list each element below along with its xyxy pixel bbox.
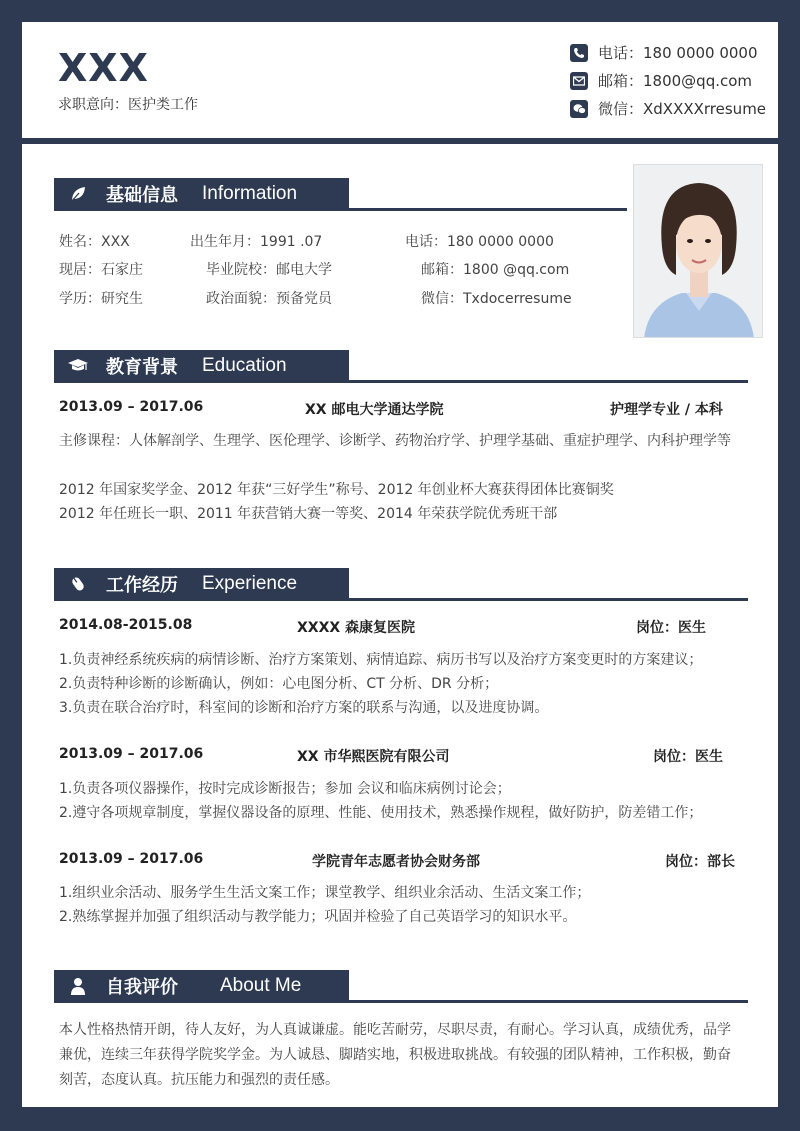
- job-role: 岗位：医生: [653, 749, 723, 765]
- job-item: 1.负责神经系统疾病的病情诊断、治疗方案策划、病情追踪、病历书写以及治疗方案变更时的方案建议；: [59, 652, 703, 668]
- section-title-cn: 基础信息: [106, 185, 178, 206]
- profile-photo: [633, 164, 763, 338]
- job-date: 2014.08-2015.08: [59, 617, 193, 633]
- section-title-en: Education: [202, 355, 287, 376]
- section-header-education: [54, 350, 349, 382]
- job-date: 2013.09 – 2017.06: [59, 851, 204, 867]
- contact-phone-text: 电话：180 0000 0000: [598, 44, 758, 62]
- wechat-icon: [570, 100, 588, 118]
- info-wechat: 微信：Txdocerresume: [421, 291, 572, 307]
- edu-major: 护理学专业 / 本科: [610, 402, 723, 418]
- section-header-information: [54, 178, 349, 210]
- job-item: 2.负责特种诊断的诊断确认，例如：心电图分析、CT 分析、DR 分析；: [59, 676, 499, 692]
- section-divider: [54, 598, 748, 601]
- job-date: 2013.09 – 2017.06: [59, 746, 204, 762]
- contact-wechat: [570, 98, 766, 119]
- graduation-cap-icon: [68, 356, 88, 376]
- info-phone: 电话：180 0000 0000: [405, 234, 554, 250]
- edu-school: XX 邮电大学通达学院: [305, 402, 444, 418]
- info-degree: 学历：研究生: [59, 291, 143, 307]
- mail-icon: [570, 72, 588, 90]
- section-title-en: About Me: [220, 975, 302, 996]
- edu-award-line: 2012 年国家奖学金、2012 年获“三好学生”称号、2012 年创业杯大赛获得团体比赛铜奖: [59, 482, 614, 498]
- section-title-en: Information: [202, 183, 298, 204]
- contact-mail: [570, 70, 752, 91]
- info-political: 政治面貌：预备党员: [206, 291, 332, 307]
- info-school: 毕业院校：邮电大学: [206, 262, 332, 278]
- section-title-cn: 教育背景: [106, 357, 178, 378]
- edu-award-line: 2012 年任班长一职、2011 年获营销大赛一等奖、2014 年荣获学院优秀班干部: [59, 506, 558, 522]
- contact-phone: [570, 42, 758, 63]
- section-divider: [54, 208, 627, 211]
- job-intent: 求职意向：医护类工作: [58, 97, 198, 113]
- section-header-experience: [54, 568, 349, 600]
- job-item: 2.熟练掌握并加强了组织活动与教学能力；巩固并检验了自己英语学习的知识水平。: [59, 909, 577, 925]
- info-birth: 出生年月：1991 .07: [190, 234, 323, 250]
- job-role: 岗位：部长: [665, 854, 735, 870]
- contact-mail-text: 邮箱：1800@qq.com: [598, 72, 753, 90]
- job-item: 1.组织业余活动、服务学生生活文案工作；课堂教学、组织业余活动、生活文案工作；: [59, 885, 591, 901]
- info-email: 邮箱：1800 @qq.com: [421, 262, 570, 278]
- person-icon: [68, 976, 88, 996]
- job-org: XX 市华熙医院有限公司: [297, 749, 450, 765]
- contact-wechat-text: 微信：XdXXXXrresume: [598, 100, 767, 118]
- job-org: 学院青年志愿者协会财务部: [312, 854, 480, 870]
- info-name: 姓名：XXX: [59, 234, 130, 250]
- mouse-icon: [68, 574, 88, 594]
- about-line: 兼优，连续三年获得学院奖学金。为人诚恳、脚踏实地，积极进取挑战。有较强的团队精神，工作积极，勤奋: [59, 1047, 731, 1063]
- section-divider: [54, 1000, 748, 1003]
- job-org: XXXX 森康复医院: [297, 620, 416, 636]
- section-title-cn: 自我评价: [106, 977, 178, 998]
- section-title-cn: 工作经历: [106, 575, 178, 596]
- phone-icon: [570, 44, 588, 62]
- resume-sheet: [22, 144, 778, 1107]
- job-role: 岗位：医生: [636, 620, 706, 636]
- leaf-icon: [68, 184, 88, 204]
- section-divider: [54, 380, 748, 383]
- about-line: 本人性格热情开朗，待人友好，为人真诚谦虚。能吃苦耐劳，尽职尽责，有耐心。学习认真，成绩优秀，品学: [59, 1022, 731, 1038]
- candidate-name: XXX: [58, 46, 149, 90]
- info-location: 现居：石家庄: [59, 262, 143, 278]
- job-item: 2.遵守各项规章制度，掌握仪器设备的原理、性能、使用技术，熟悉操作规程，做好防护，防差错工作；: [59, 805, 703, 821]
- about-line: 刻苦，态度认真。抗压能力和强烈的责任感。: [59, 1072, 339, 1088]
- section-header-about: [54, 970, 349, 1002]
- section-title-en: Experience: [202, 573, 298, 594]
- job-item: 3.负责在联合治疗时，科室间的诊断和治疗方案的联系与沟通，以及进度协调。: [59, 700, 549, 716]
- edu-date: 2013.09 – 2017.06: [59, 399, 204, 415]
- header-card: [22, 22, 778, 138]
- edu-courses: 主修课程：人体解剖学、生理学、医伦理学、诊断学、药物治疗学、护理学基础、重症护理学、内科护理学等: [59, 433, 731, 449]
- job-item: 1.负责各项仪器操作，按时完成诊断报告；参加 会议和临床病例讨论会；: [59, 781, 511, 797]
